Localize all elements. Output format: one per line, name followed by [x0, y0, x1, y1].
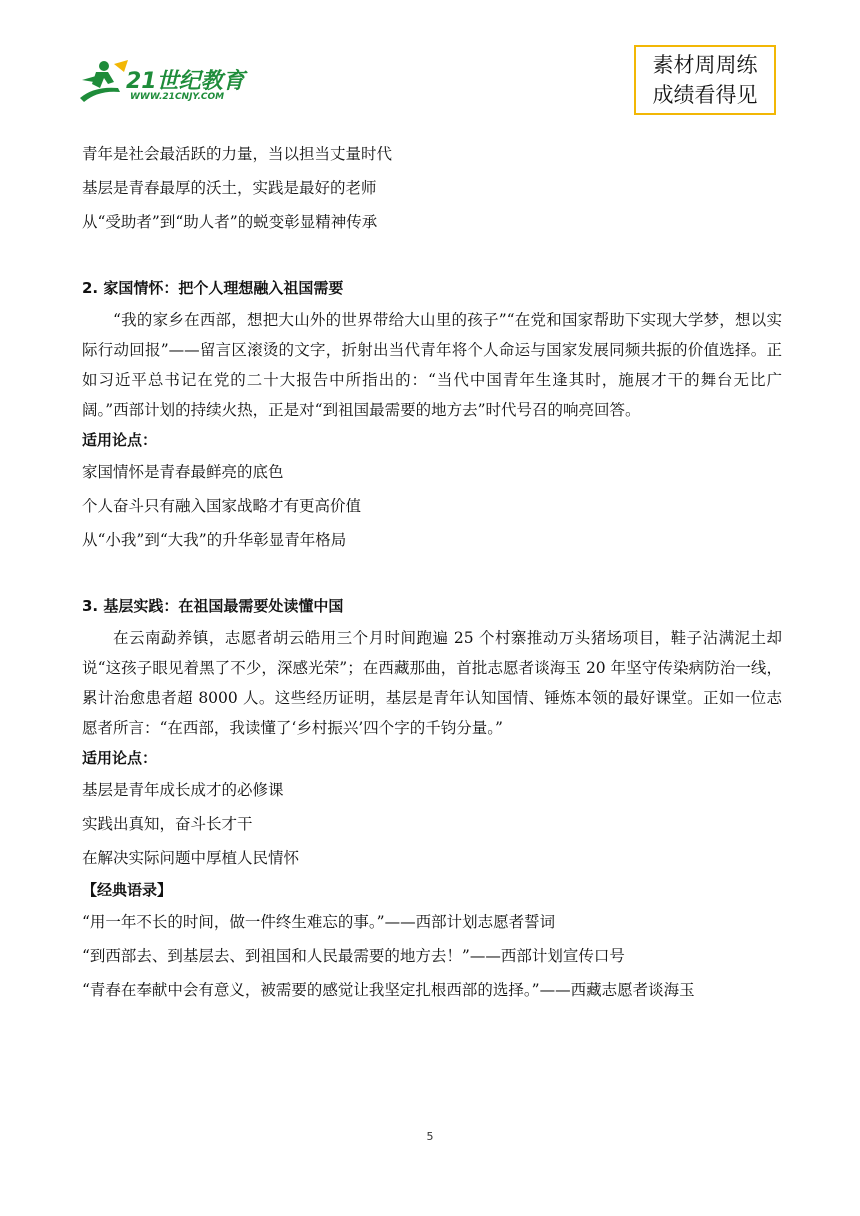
document-body	[82, 137, 782, 1007]
section-paragraph: 在云南勐养镇，志愿者胡云皓用三个月时间跑遍 25 个村寨推动万头猪场项目，鞋子沾满泥土却说“这孩子眼见着黑了不少，深感光荣”；在西藏那曲，首批志愿者谈海玉 20 年坚守传染病防治一线，累计治愈患者超 8000 人。这些经历证明，基层是青年认知国情、锤炼本领的最好课堂。正如一位志愿者所言：“在西部，我读懂了‘乡村振兴’四个字的千钧分量。”	[82, 629, 782, 737]
promo-badge	[634, 45, 776, 115]
badge-line-2: 成绩看得见	[652, 83, 758, 107]
logo-text: 21世纪教育	[126, 69, 245, 94]
classic-quote: “用一年不长的时间，做一件终生难忘的事。”——西部计划志愿者誓词	[82, 913, 556, 931]
runner-logo-icon	[74, 58, 130, 106]
logo-url: WWW.21CNJY.COM	[130, 92, 225, 102]
argument-point: 家国情怀是青春最鲜亮的底色	[82, 463, 284, 481]
argument-point: 实践出真知，奋斗长才干	[82, 815, 253, 833]
argument-point: 青年是社会最活跃的力量，当以担当丈量时代	[82, 145, 393, 163]
section-heading: 2. 家国情怀：把个人理想融入祖国需要	[82, 279, 344, 297]
points-label: 适用论点：	[82, 749, 158, 767]
argument-point: 基层是青年成长成才的必修课	[82, 781, 284, 799]
section-heading: 3. 基层实践：在祖国最需要处读懂中国	[82, 597, 344, 615]
argument-point: 从“小我”到“大我”的升华彰显青年格局	[82, 531, 347, 549]
points-label: 适用论点：	[82, 431, 158, 449]
argument-point: 在解决实际问题中厚植人民情怀	[82, 849, 300, 867]
badge-line-1: 素材周周练	[652, 53, 758, 77]
page-number: 5	[426, 1130, 434, 1143]
brand-logo	[74, 58, 274, 108]
classic-quote: “到西部去、到基层去、到祖国和人民最需要的地方去！”——西部计划宣传口号	[82, 947, 625, 965]
argument-point: 基层是青春最厚的沃土，实践是最好的老师	[82, 179, 377, 197]
classic-quote: “青春在奉献中会有意义，被需要的感觉让我坚定扎根西部的选择。”——西藏志愿者谈海玉	[82, 981, 695, 999]
argument-point: 从“受助者”到“助人者”的蜕变彰显精神传承	[82, 213, 378, 231]
quotes-heading: 【经典语录】	[82, 881, 173, 899]
argument-point: 个人奋斗只有融入国家战略才有更高价值	[82, 497, 362, 515]
section-paragraph: “我的家乡在西部，想把大山外的世界带给大山里的孩子”“在党和国家帮助下实现大学梦，想以实际行动回报”——留言区滚烫的文字，折射出当代青年将个人命运与国家发展同频共振的价值选择。正如习近平总书记在党的二十大报告中所指出的：“当代中国青年生逢其时，施展才干的舞台无比广阔。”西部计划的持续火热，正是对“到祖国最需要的地方去”时代号召的响亮回答。	[82, 311, 782, 419]
